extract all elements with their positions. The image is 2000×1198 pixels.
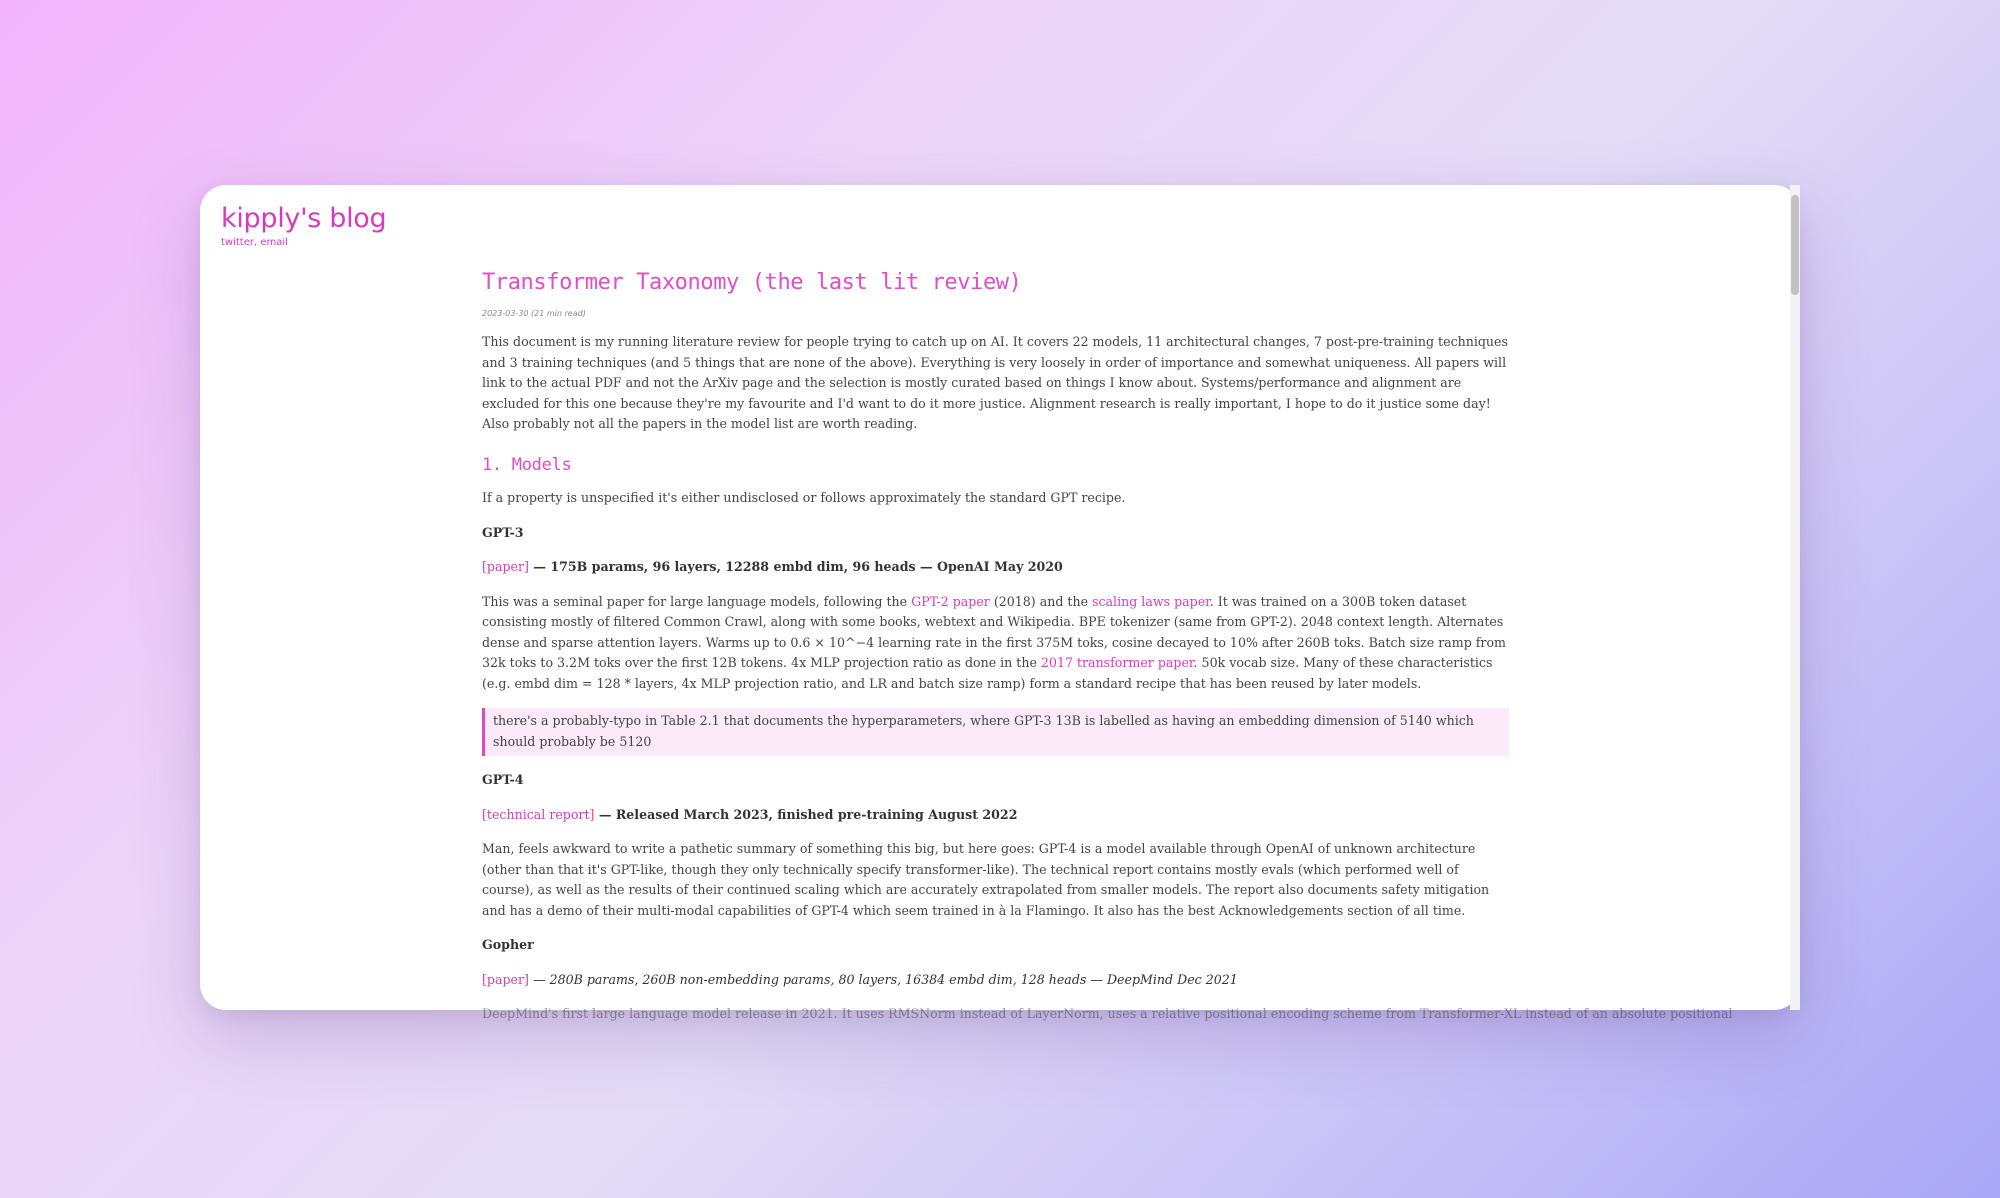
blog-header: [221, 203, 386, 248]
transformer-paper-link[interactable]: 2017 transformer paper: [1040, 655, 1194, 671]
gpt4-technical-report-link[interactable]: technical report: [486, 806, 590, 822]
section-heading-models: 1. Models: [482, 454, 572, 475]
gopher-body-cut: DeepMind's first large language model release in 2021. It uses RMSNorm instead of LayerNorm, uses a relative positional encoding scheme from Transformer-XL instead of an absolute positional: [482, 1006, 1733, 1022]
spec-line-gopher: [482, 970, 1509, 991]
model-name-gpt3: GPT-3: [482, 524, 524, 540]
bracket-close: ]: [589, 806, 595, 822]
twitter-link[interactable]: twitter: [221, 237, 254, 249]
bracket-close: ]: [524, 559, 529, 575]
model-name-gopher: Gopher: [482, 937, 534, 953]
links-separator: ,: [253, 237, 261, 249]
gpt3-body-2: (2018) and the: [989, 593, 1093, 609]
gpt2-paper-link[interactable]: GPT-2 paper: [911, 593, 990, 609]
gpt3-body-4: . 50k vocab size. Many of these characteristics (e.g. embd dim = 128 * layers, 4x MLP projection ratio, and LR and batch size ramp) form a standard recipe that has been reused by later models.: [482, 655, 1493, 691]
blog-title[interactable]: kipply's blog: [221, 203, 387, 234]
gpt4-body: Man, feels awkward to write a pathetic summary of something this big, but here goes: GPT-4 is a model available through OpenAI of unknown architecture (other than that it's GPT-like, though they only technically specify transformer-like). The technical report contains mostly evals (which performed well of course), as well as the results of their continued scaling which are accurately extrapolated from smaller models. The report also documents safety mitigation and has a demo of their multi-modal capabilities of GPT-4 which seem trained in à la Flamingo. It also has the best Acknowledgements section of all time.: [482, 841, 1490, 918]
browser-window: [200, 185, 1800, 1022]
gopher-paper-link[interactable]: paper: [486, 971, 525, 987]
gpt3-paper-link[interactable]: paper: [486, 559, 525, 575]
bracket-open: [: [482, 559, 487, 575]
post-content: [482, 269, 1733, 1039]
bracket-open: [: [482, 806, 487, 822]
gpt3-body: [482, 592, 1509, 695]
scaling-laws-paper-link[interactable]: scaling laws paper: [1092, 593, 1210, 609]
email-link[interactable]: email: [260, 237, 288, 249]
scrollbar-track[interactable]: [1790, 185, 1800, 1010]
models-intro: If a property is unspecified it's either undisclosed or follows approximately the standard GPT recipe.: [482, 490, 1126, 506]
gopher-specs: — 280B params, 260B non-embedding params, 80 layers, 16384 embd dim, 128 heads — DeepMind Dec 2021: [528, 971, 1238, 987]
gpt3-body-3: . It was trained on a 300B token dataset consisting mostly of filtered Common Crawl, along with some books, webtext and Wikipedia. BPE tokenizer (same from GPT-2). 2048 context length. Alternates dense and sparse attention layers. Warms up to 0.6 × 10^−4 learning rate in the first 375M toks, cosine decayed to 10% after 260B toks. Batch size ramp from 32k toks to 3.2M toks over the first 12B tokens. 4x MLP projection ratio as done in the: [482, 593, 1506, 671]
gpt3-specs: — 175B params, 96 layers, 12288 embd dim, 96 heads — OpenAI May 2020: [528, 559, 1063, 575]
post-intro: This document is my running literature review for people trying to catch up on AI. It covers 22 models, 11 architectural changes, 7 post-pre-training techniques and 3 training techniques (and 5 things that are none of the above). Everything is very loosely in order of importance and somewhat uniqueness. All papers will link to the actual PDF and not the ArXiv page and the selection is mostly curated based on things I know about. Systems/performance and alignment are excluded for this one because they're my favourite and I'd want to do it more justice. Alignment research is really important, I hope to do it justice some day! Also probably not all the papers in the model list are worth reading.: [482, 334, 1508, 432]
post-title: Transformer Taxonomy (the last lit review): [482, 270, 1022, 295]
gpt3-note-callout: there's a probably-typo in Table 2.1 that documents the hyperparameters, where GPT-3 13B is labelled as having an embedding dimension of 5140 which should probably be 5120: [482, 708, 1509, 756]
blog-links: [221, 237, 386, 248]
spec-line-gpt3: [482, 557, 1509, 578]
bracket-open: [: [482, 971, 487, 987]
gpt4-specs: — Released March 2023, finished pre-training August 2022: [594, 806, 1018, 822]
spec-line-gpt4: [482, 805, 1509, 826]
model-name-gpt4: GPT-4: [482, 772, 524, 788]
bracket-close: ]: [524, 971, 529, 987]
scrollbar-thumb[interactable]: [1791, 195, 1799, 295]
post-meta: 2023-03-30 (21 min read): [482, 308, 586, 318]
gpt3-body-1: This was a seminal paper for large language models, following the: [482, 593, 912, 609]
